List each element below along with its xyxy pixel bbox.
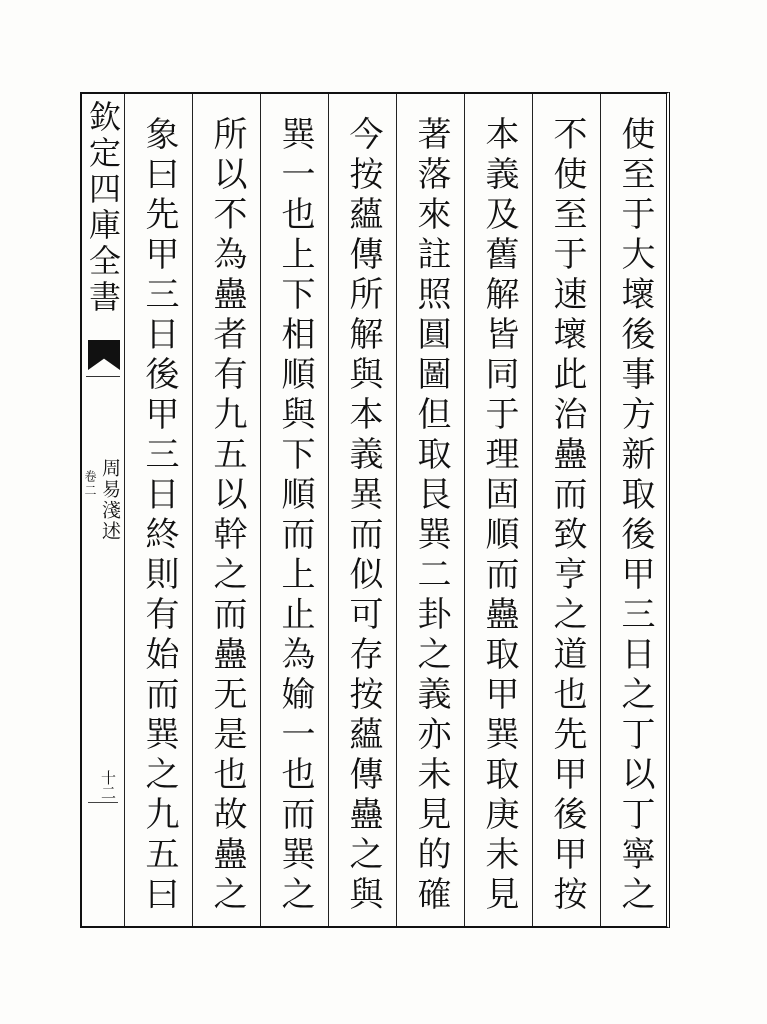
- text-column-6: [260, 94, 328, 926]
- column-text: 象曰先甲三日後甲三日終則有始而巽之九五曰: [139, 116, 179, 916]
- fishtail-rule: [86, 376, 120, 377]
- column-text: 巽一也上下相順與下順而上止為媮一也而巽之: [275, 116, 315, 916]
- column-text: 本義及舊解皆同于理固順而蠱取甲巽取庚未見: [479, 116, 519, 916]
- text-column-1: [600, 94, 668, 926]
- column-text: 使至于大壞後事方新取後甲三日之丁以丁寧之: [615, 116, 655, 916]
- page-number-rule: [88, 802, 118, 803]
- text-columns: [124, 94, 668, 926]
- column-text: 不使至于速壞此治蠱而致亨之道也先甲後甲按: [547, 116, 587, 916]
- text-column-3: [464, 94, 532, 926]
- column-text: 所以不為蠱者有九五以幹之而蠱无是也故蠱之: [207, 116, 247, 916]
- text-column-4: [396, 94, 464, 926]
- fishtail-mark: [88, 340, 120, 370]
- page-frame: [80, 92, 670, 928]
- margin-banner: [82, 94, 124, 926]
- volume-label: 卷二: [83, 470, 97, 498]
- text-column-7: [192, 94, 260, 926]
- text-column-5: [328, 94, 396, 926]
- page-number: 十二: [99, 770, 117, 800]
- column-text: 今按蘊傳所解與本義異而似可存按蘊傳蠱之與: [343, 116, 383, 916]
- text-column-2: [532, 94, 600, 926]
- text-column-8: [124, 94, 192, 926]
- collection-title: 欽定四庫全書: [84, 100, 122, 316]
- column-text: 著落來註照圓圖但取艮巽二卦之義亦未見的確: [411, 116, 451, 916]
- book-title: 周易淺述: [99, 458, 121, 542]
